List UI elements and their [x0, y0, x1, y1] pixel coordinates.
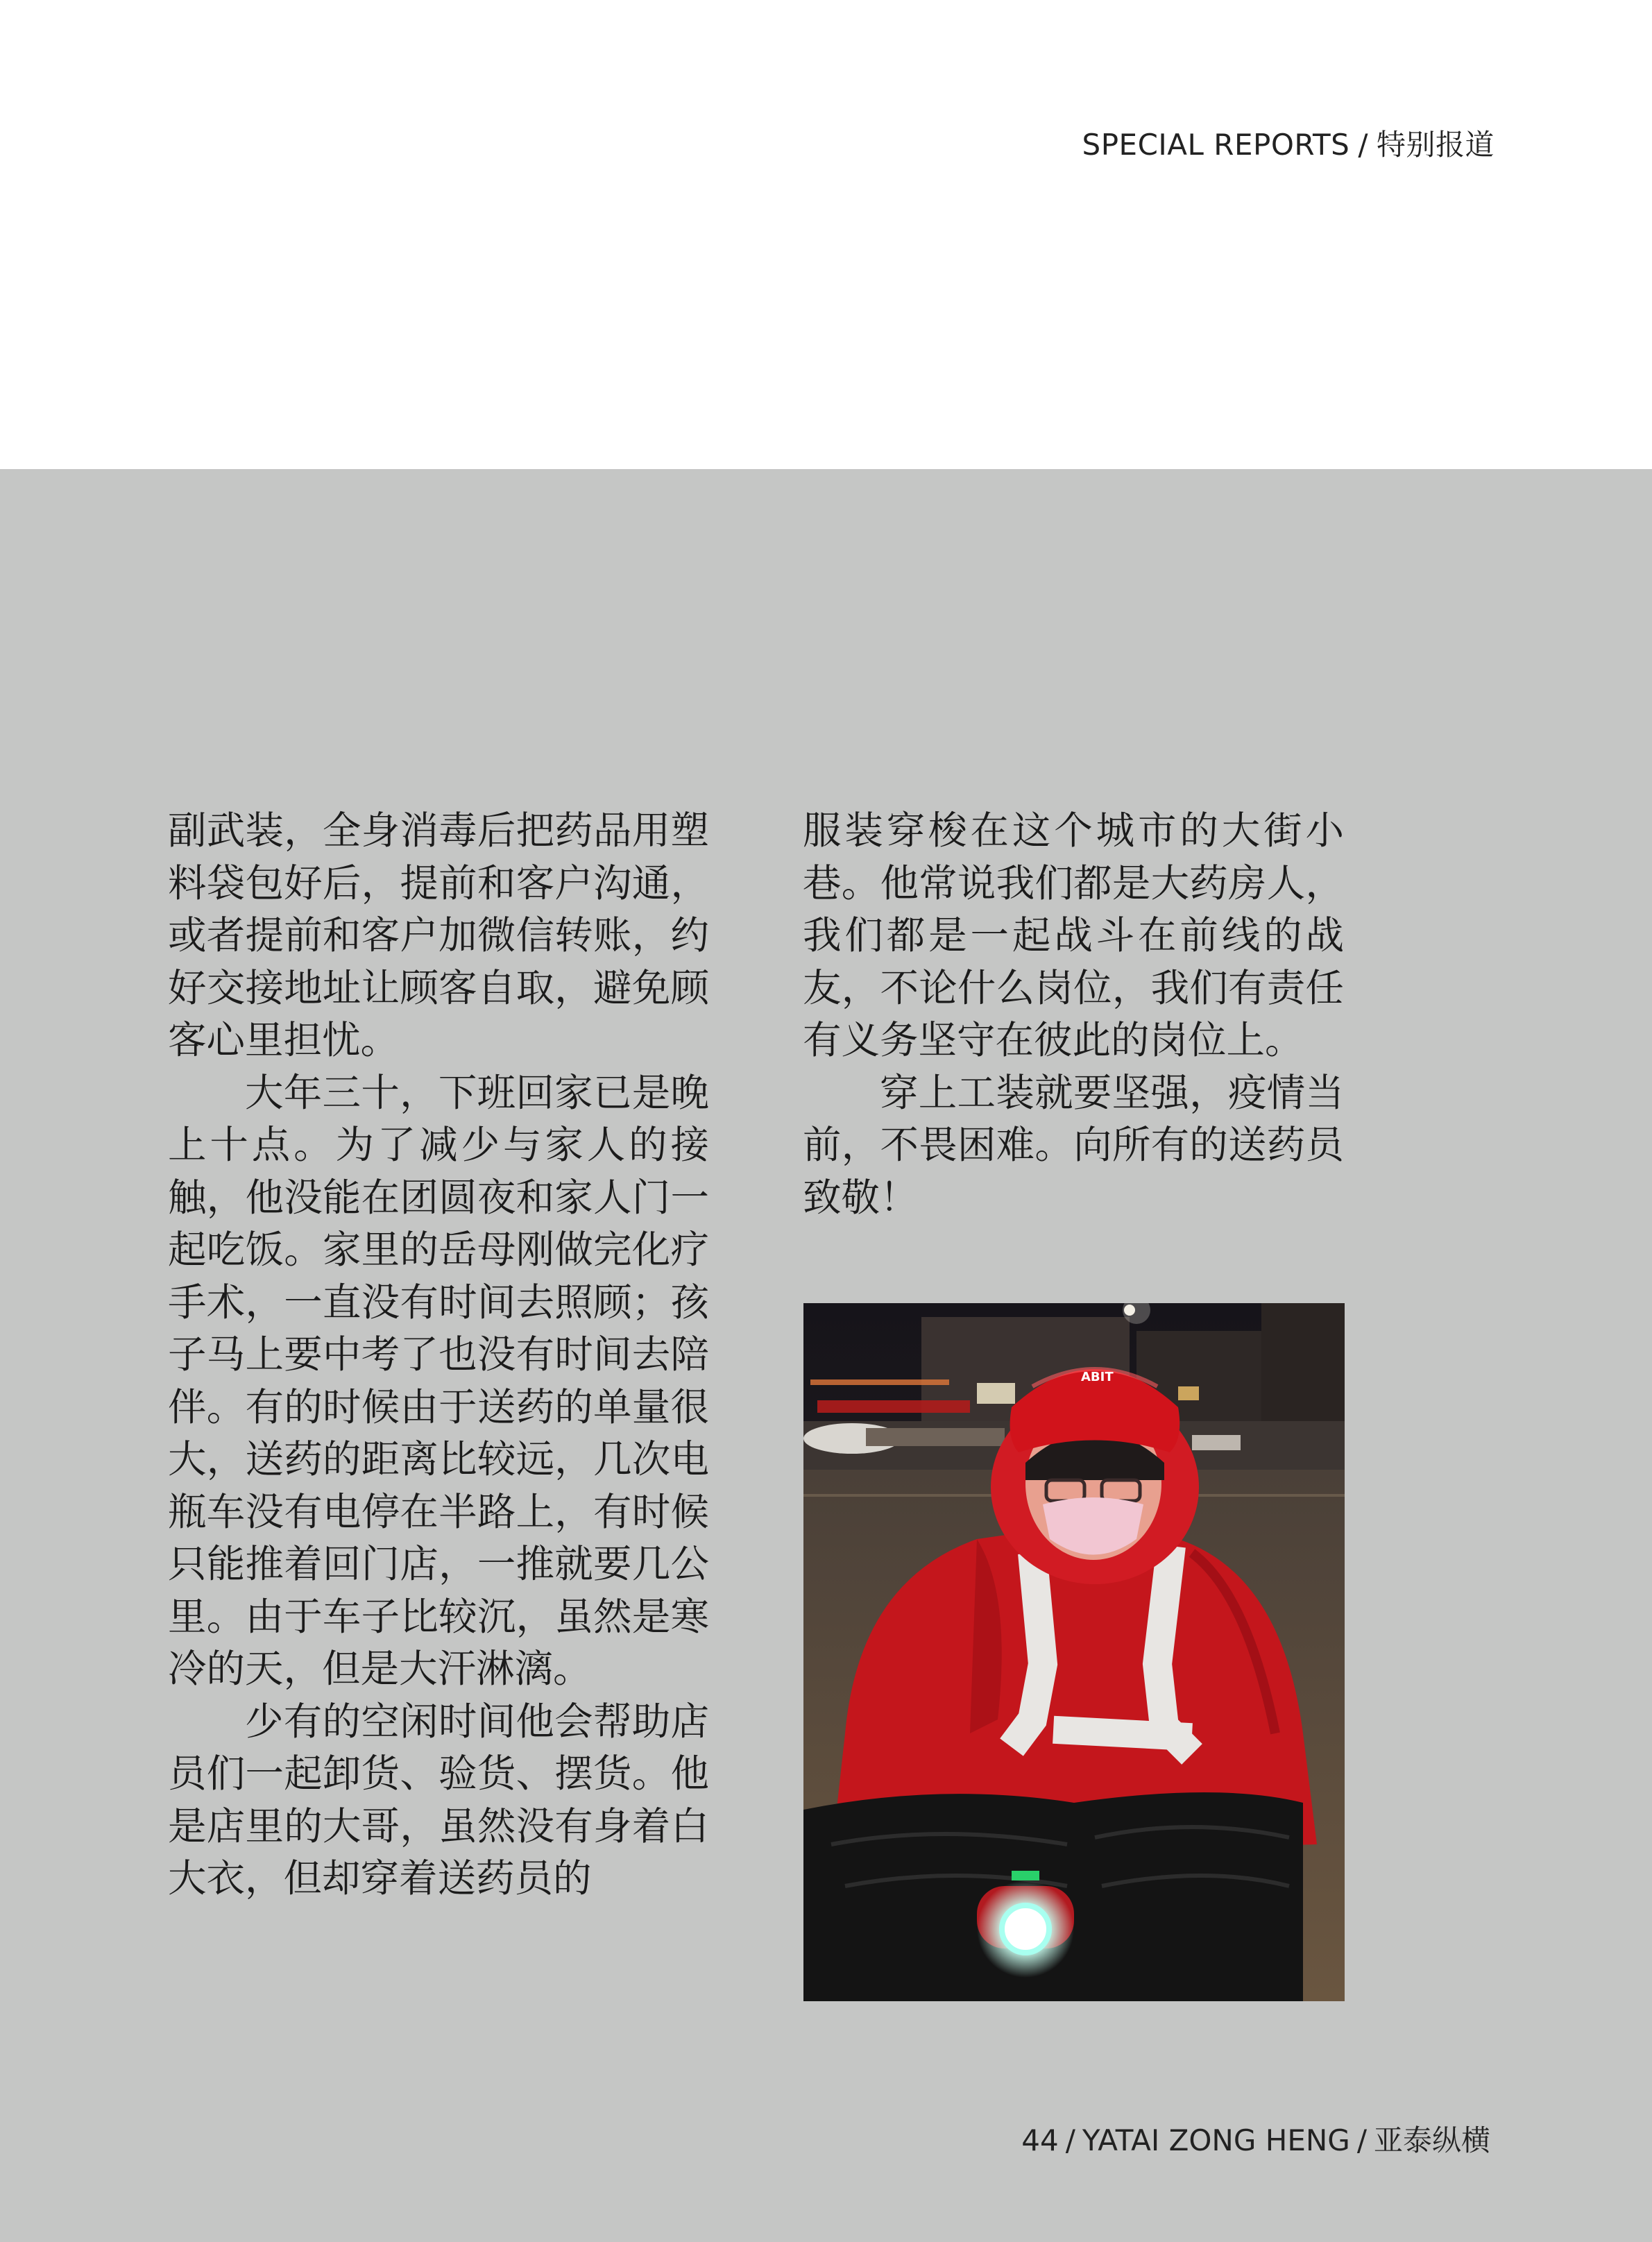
running-header [1082, 122, 1495, 164]
magazine-name-en: YATAI ZONG HENG [1082, 2123, 1350, 2157]
section-title-cn: 特别报道 [1376, 128, 1495, 162]
running-footer [1021, 2118, 1490, 2159]
paragraph-spare-time: 少有的空闲时间他会帮助店员们一起卸货、验货、摆货。他是店里的大哥，虽然没有身着白大衣，但却穿着送药员的 [168, 1699, 709, 1901]
page-number: 44 [1021, 2123, 1059, 2157]
paragraph-continuation: 副武装，全身消毒后把药品用塑料袋包好后，提前和客户沟通，或者提前和客户加微信转账，约好交接地址让顾客自取，避免顾客心里担忧。 [168, 808, 709, 1063]
article-column-left [168, 805, 709, 1905]
paragraph-continuation-right: 服装穿梭在这个城市的大街小巷。他常说我们都是大药房人，我们都是一起战斗在前线的战友，不论什么岗位，我们有责任有义务坚守在彼此的岗位上。 [803, 808, 1344, 1063]
magazine-name-cn: 亚泰纵横 [1373, 2123, 1490, 2157]
footer-separator-2: / [1356, 2123, 1367, 2157]
footer-separator: / [1065, 2123, 1075, 2157]
delivery-worker-photo [803, 1303, 1345, 2001]
section-title-en: SPECIAL REPORTS [1082, 128, 1350, 162]
paragraph-tribute: 穿上工装就要坚强，疫情当前，不畏困难。向所有的送药员致敬！ [803, 1070, 1344, 1221]
article-column-right [803, 805, 1344, 1224]
photo-illustration [803, 1303, 1345, 2001]
paragraph-new-year-eve: 大年三十，下班回家已是晚上十点。为了减少与家人的接触，他没能在团圆夜和家人门一起吃饭。家里的岳母刚做完化疗手术，一直没有时间去照顾；孩子马上要中考了也没有时间去陪伴。有的时候由于送药的单量很大，送药的距离比较远，几次电瓶车没有电停在半路上，有时候只能推着回门店，一推就要几公里。由于车子比较沉，虽然是寒冷的天，但是大汗淋漓。 [168, 1070, 709, 1692]
helmet-logo: ABIT [1081, 1370, 1114, 1384]
header-separator: / [1358, 128, 1368, 162]
